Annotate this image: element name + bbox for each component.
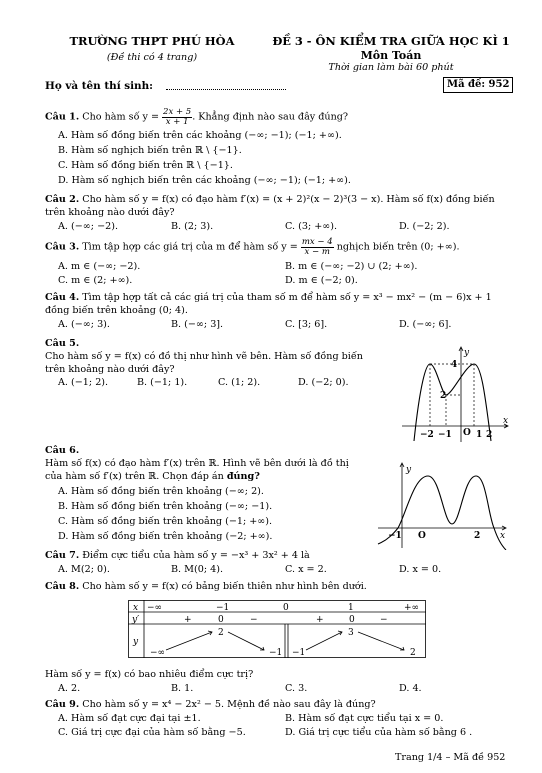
q8-variation-table [128, 600, 426, 658]
q7-option-a: A. M(2; 0). [58, 564, 110, 575]
q7-option-c: C. x = 2. [285, 564, 327, 575]
q8-x-header: x [133, 603, 139, 613]
q8-sign: + [316, 615, 324, 625]
q5-line1: Cho hàm số y = f(x) có đồ thị như hình vẽ bên. Hàm số đồng biến [45, 351, 363, 362]
q8-sign: 0 [218, 615, 224, 625]
q8-x-val: −1 [216, 603, 230, 613]
q8-arrow-up-1 [166, 632, 212, 650]
q2-line2: trên khoảng nào dưới đây? [45, 207, 175, 218]
q5-tick-m1: −1 [438, 430, 452, 440]
q8-yp-header: y′ [132, 615, 140, 625]
q4-option-d: D. (−∞; 6]. [399, 319, 452, 330]
q8-y-val: −1 [292, 648, 306, 658]
q7-stem-text: Điểm cực tiểu của hàm số y = −x³ + 3x² + 4 là [82, 550, 310, 561]
q5-tick-x2: 2 [486, 430, 493, 440]
q8-sign: + [184, 615, 192, 625]
q1-option-b: B. Hàm số nghịch biến trên ℝ \ {−1}. [58, 145, 242, 156]
q8-y-val: −∞ [150, 648, 166, 658]
q3-stem [45, 238, 460, 256]
q8-stem [45, 581, 367, 593]
q7-option-d: D. x = 0. [399, 564, 442, 575]
q6-label: Câu 6. [45, 445, 80, 456]
q6-option-d: D. Hàm số đồng biến trên khoảng (−2; +∞). [58, 531, 273, 542]
q5-y-label: y [464, 348, 470, 358]
q3-stem-pre: Tìm tập hợp các giá trị của m để hàm số y = [82, 241, 301, 253]
q3-frac-num: mx − 4 [301, 237, 333, 247]
q9-option-c: C. Giá trị cực đại của hàm số bằng −5. [58, 727, 246, 738]
q5-origin: O [463, 428, 471, 438]
q9-stem [45, 699, 376, 711]
q6-tick-2: 2 [474, 531, 481, 541]
q8-x-val: −∞ [147, 603, 163, 613]
q6-line2-bold: đúng? [226, 471, 260, 482]
q4-option-b: B. (−∞; 3]. [171, 319, 224, 330]
q8-y-val: −1 [269, 648, 283, 658]
q7-label: Câu 7. [45, 550, 80, 561]
q9-stem-text: Cho hàm số y = x⁴ − 2x² − 5. Mệnh đề nào sau đây là đúng? [82, 699, 376, 710]
q9-option-b: B. Hàm số đạt cực tiểu tại x = 0. [285, 713, 444, 724]
q5-tick-m2: −2 [420, 430, 434, 440]
q8-arrow-down-2 [358, 632, 404, 650]
name-blank [166, 83, 286, 90]
q6-x-label: x [500, 531, 506, 541]
subject: Môn Toán [360, 48, 422, 62]
q3-label: Câu 3. [45, 241, 80, 253]
q1-stem [45, 108, 348, 126]
q5-option-c: C. (1; 2). [218, 377, 261, 388]
q6-line2-text: của hàm số f′(x) trên ℝ. Chọn đáp án [45, 471, 227, 482]
q3-stem-post: nghịch biến trên (0; +∞). [333, 241, 460, 253]
q6-graph [376, 458, 512, 550]
q6-y-label: y [406, 465, 412, 475]
q1-stem-post: . Khẳng định nào sau đây đúng? [192, 111, 349, 123]
q2-label: Câu 2. [45, 194, 80, 205]
q8-sign: − [380, 615, 388, 625]
q5-tick-4: 4 [451, 360, 458, 370]
q9-option-a: A. Hàm số đạt cực đại tại ±1. [58, 713, 201, 724]
q4-option-a: A. (−∞; 3). [58, 319, 110, 330]
q5-option-d: D. (−2; 0). [298, 377, 349, 388]
q8-arrow-up-2 [306, 632, 342, 650]
q1-option-c: C. Hàm số đồng biến trên ℝ \ {−1}. [58, 160, 233, 171]
q8-y-val: 2 [410, 648, 416, 658]
q6-option-a: A. Hàm số đồng biến trên khoảng (−∞; 2). [58, 486, 264, 497]
q5-x-label: x [503, 416, 509, 426]
q6-line1: Hàm số f(x) có đạo hàm f′(x) trên ℝ. Hình vẽ bên dưới là đồ thị [45, 458, 349, 469]
header-left [52, 35, 252, 63]
header-right [266, 35, 516, 73]
exam-title: ĐỀ 3 - ÔN KIỂM TRA GIỮA HỌC KÌ 1 [272, 34, 510, 48]
q3-option-c: C. m ∈ (2; +∞). [58, 275, 133, 286]
q8-y-val: 2 [218, 628, 224, 638]
q7-option-b: B. M(0; 4). [171, 564, 223, 575]
q8-label: Câu 8. [45, 581, 80, 592]
q1-fraction [162, 108, 192, 126]
q8-x-val: 0 [283, 603, 289, 613]
q1-option-d: D. Hàm số nghịch biến trên các khoảng (−∞; −1); (−1; +∞). [58, 175, 351, 186]
school-name: TRƯỜNG THPT PHÚ HÒA [69, 34, 235, 48]
q8-option-c: C. 3. [285, 683, 308, 694]
q3-fraction [301, 238, 334, 256]
q8-y-val: 3 [348, 628, 354, 638]
q3-option-d: D. m ∈ (−2; 0). [285, 275, 358, 286]
q4-label: Câu 4. [45, 292, 80, 303]
q2-option-a: A. (−∞; −2). [58, 221, 119, 232]
q5-tick-1: 1 [476, 430, 483, 440]
q2-option-d: D. (−2; 2). [399, 221, 450, 232]
q5-tick-2: 2 [440, 391, 447, 401]
q4-line1 [45, 292, 492, 304]
q6-option-b: B. Hàm số đồng biến trên khoảng (−∞; −1). [58, 501, 273, 512]
page-footer: Trang 1/4 – Mã đề 952 [395, 752, 506, 763]
q2-option-c: C. (3; +∞). [285, 221, 338, 232]
q9-label: Câu 9. [45, 699, 80, 710]
q6-line2 [45, 471, 260, 483]
q1-option-a: A. Hàm số đồng biến trên các khoảng (−∞; −1); (−1; +∞). [58, 130, 342, 141]
q1-stem-pre: Cho hàm số y = [82, 111, 163, 123]
q3-option-a: A. m ∈ (−∞; −2). [58, 261, 141, 272]
name-label: Họ và tên thí sinh: [45, 80, 153, 92]
q8-option-b: B. 1. [171, 683, 194, 694]
q4-option-c: C. [3; 6]. [285, 319, 328, 330]
q8-x-val: 1 [348, 603, 354, 613]
q5-option-a: A. (−1; 2). [58, 377, 109, 388]
q8-x-val: +∞ [404, 603, 420, 613]
q8-option-d: D. 4. [399, 683, 422, 694]
q1-label: Câu 1. [45, 111, 80, 123]
q6-origin: O [418, 531, 426, 541]
q8-sign: 0 [349, 615, 355, 625]
q4-line1-text: Tìm tập hợp tất cả các giá trị của tham số m để hàm số y = x³ − mx² − (m − 6)x + 1 [82, 292, 492, 303]
q3-option-b: B. m ∈ (−∞; −2) ∪ (2; +∞). [285, 261, 418, 272]
q1-frac-den: x + 1 [165, 116, 189, 127]
q7-stem [45, 550, 310, 562]
q8-y-header: y [133, 637, 139, 647]
q2-line1-text: Cho hàm số y = f(x) có đạo hàm f′(x) = (x + 2)²(x − 2)³(3 − x). Hàm số f(x) đồng biến [82, 194, 495, 205]
q8-arrow-down-1 [228, 632, 264, 650]
q3-frac-den: x − m [304, 246, 330, 257]
q9-option-d: D. Giá trị cực tiểu của hàm số bằng 6 . [285, 727, 473, 738]
q8-sign: − [250, 615, 258, 625]
q2-line1 [45, 194, 495, 206]
q5-line2: trên khoảng nào dưới đây? [45, 364, 175, 375]
q6-tick-m1: −1 [388, 531, 402, 541]
q4-line2: đồng biến trên khoảng (0; 4). [45, 305, 188, 316]
q2-option-b: B. (2; 3). [171, 221, 214, 232]
q5-graph [400, 344, 512, 444]
q8-option-a: A. 2. [58, 683, 81, 694]
q8-question: Hàm số y = f(x) có bao nhiêu điểm cực trị? [45, 669, 254, 680]
q6-option-c: C. Hàm số đồng biến trên khoảng (−1; +∞). [58, 516, 273, 527]
pages-note: (Đề thi có 4 trang) [106, 51, 198, 63]
q5-label: Câu 5. [45, 338, 80, 349]
time-limit: Thời gian làm bài 60 phút [328, 61, 454, 73]
q8-stem-text: Cho hàm số y = f(x) có bảng biến thiên như hình bên dưới. [82, 581, 367, 592]
exam-code: Mã đề: 952 [443, 77, 513, 93]
q5-option-b: B. (−1; 1). [137, 377, 188, 388]
q1-frac-num: 2x + 5 [163, 107, 192, 117]
